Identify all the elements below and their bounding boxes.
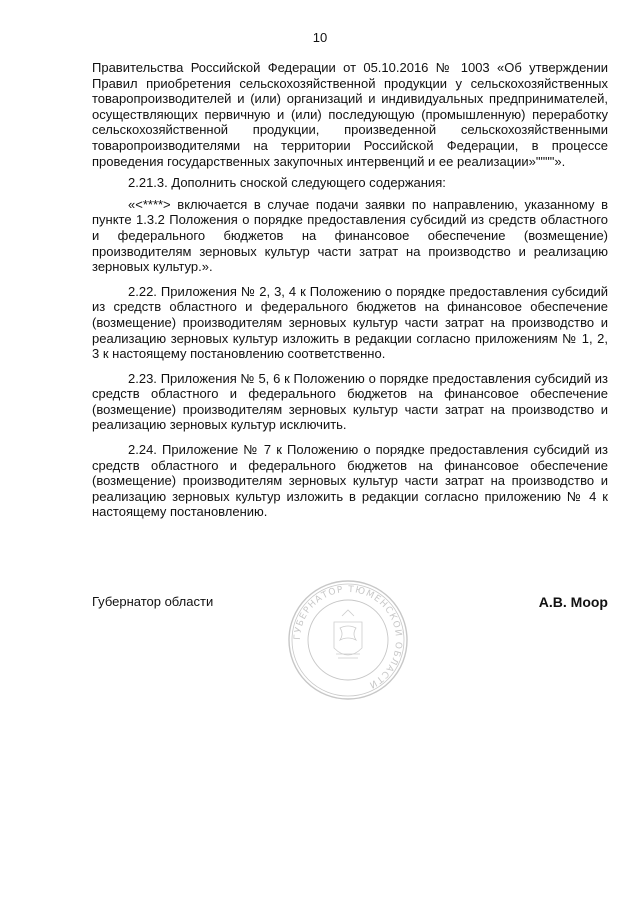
seal-text: ГУБЕРНАТОР ТЮМЕНСКОЙ ОБЛАСТИ (292, 584, 404, 690)
page-number: 10 (312, 30, 328, 45)
paragraph-2-21-3: 2.21.3. Дополнить сноской следующего содержания: (128, 175, 446, 191)
document-body (92, 60, 608, 520)
official-seal (286, 578, 410, 702)
paragraph-2-22: 2.22. Приложения № 2, 3, 4 к Положению о порядке предоставления субсидий из средств областного и федерального бюджетов на финансовое обеспечение (возмещение) производителям зерновых культур части затрат на производство и реализацию зерновых культур изложить в редакции согласно приложениям № 1, 2, 3 к настоящему постановлению соответственно. (92, 283, 608, 362)
signatory-position: Губернатор области (92, 594, 214, 609)
paragraph-2-24: 2.24. Приложение № 7 к Положению о порядке предоставления субсидий из средств областного и федерального бюджетов на финансовое обеспечение (возмещение) производителям зерновых культур части затрат на производство и реализацию зерновых культур изложить в редакции согласно приложению № 4 к настоящему постановлению. (92, 442, 608, 520)
paragraph-footnote: «<****> включается в случае подачи заявки по направлению, указанному в пункте 1.3.2 Положения о порядке предоставления субсидий из средств областного и федерального бюджетов на финансовое обеспечение (возмещение) производителям зерновых культур части затрат на производство и реализацию зерновых культур.». (92, 196, 608, 275)
paragraph-continuation: Правительства Российской Федерации от 05.10.2016 № 1003 «Об утверждении Правил приобретения сельскохозяйственной продукции у сельскохозяйственных товаропроизводителей и (или) организаций и индивидуальных предпринимателей, осуществляющих первичную и (или) последующую (промышленную) переработку сельскохозяйственной продукции, произведенной сельскохозяйственными товаропроизводителями на территории Российской Федерации, в процессе проведения государственных закупочных интервенций и ее реализации»""""». (92, 60, 608, 169)
signatory-name: А.В. Моор (538, 594, 608, 610)
paragraph-2-23: 2.23. Приложения № 5, 6 к Положению о порядке предоставления субсидий из средств областного и федерального бюджетов на финансовое обеспечение (возмещение) производителям зерновых культур части затрат на производство и реализацию зерновых культур исключить. (92, 370, 608, 433)
